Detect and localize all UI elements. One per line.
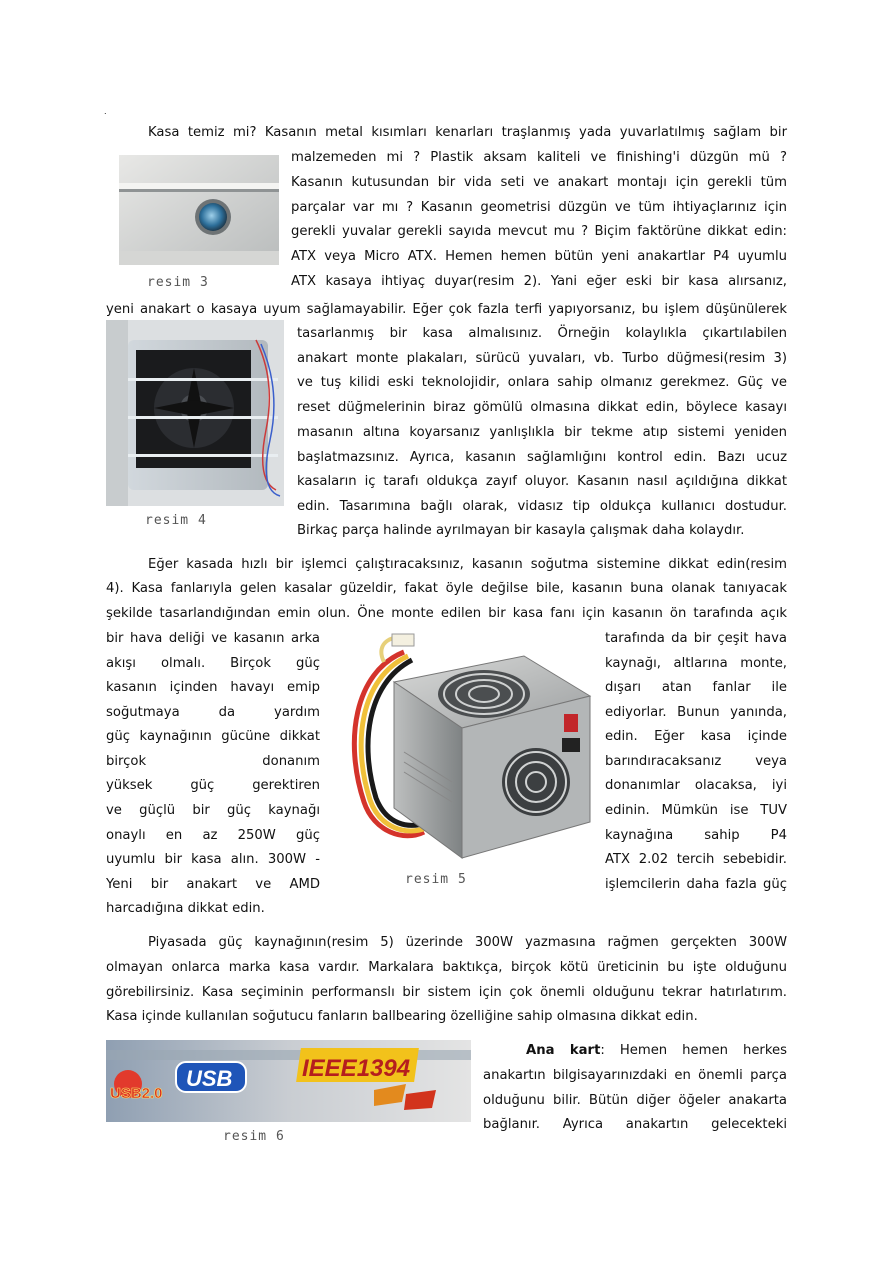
text-line: donanımlar olacaksa, iyi [605, 778, 787, 793]
text-line: yüksek güç gerektiren [106, 778, 320, 793]
text-line: bir hava deliği ve kasanın arka [106, 631, 320, 646]
text-line: birçok donanım [106, 754, 320, 769]
text-line-rest: : Hemen hemen herkes [600, 1043, 788, 1058]
text-line: 4). Kasa fanlarıyla gelen kasalar güzeldir, fakat öyle değilse bile, kasanın buna olanak tanıyacak [106, 581, 787, 596]
ieee-logo-text: IEEE1394 [302, 1055, 411, 1082]
caption-resim-6: resim 6 [223, 1129, 285, 1144]
text-line: Kasanın kutusundan bir vida seti ve anakart montajı için gerekli tüm [291, 175, 787, 190]
text-line: şekilde tasarlandığından emin olun. Öne monte edilen bir kasa fanı için kasanın ön tarafında açık [106, 606, 787, 621]
text-line: Kasa temiz mi? Kasanın metal kısımları kenarları traşlanmış yada yuvarlatılmış sağlam bir [148, 125, 787, 140]
text-line: ATX 2.02 tercih sebebidir. [605, 852, 787, 867]
section-heading-ana-kart: Ana kart [526, 1043, 601, 1058]
text-line: edin. Eğer kasa içinde [605, 729, 787, 744]
text-line: ATX veya Micro ATX. Hemen hemen bütün yeni anakartlar P4 uyumlu [291, 249, 787, 264]
figure-case-fan-photo [106, 320, 284, 506]
text-line: anakartın bilgisayarınızdaki en önemli parça [483, 1068, 787, 1083]
figure-power-supply-photo [334, 632, 592, 868]
caption-resim-5: resim 5 [405, 872, 467, 887]
text-line: malzemeden mi ? Plastik aksam kaliteli ve finishing'i düzgün mü ? [291, 150, 787, 165]
caption-resim-4: resim 4 [145, 513, 207, 528]
text-line: Piyasada güç kaynağının(resim 5) üzerinde 300W yazmasına rağmen gerçekten 300W [148, 935, 787, 950]
figure-turbo-button-photo [119, 155, 279, 265]
text-line: olduğunu bilir. Bütün diğer öğeler anakarta [483, 1093, 787, 1108]
text-line: kasanın içinden havayı emip [106, 680, 320, 695]
usb20-logo-text: USB2.0 [110, 1085, 163, 1102]
text-line: ediyorlar. Bunun yanında, [605, 705, 787, 720]
text-line: soğutmaya da yardım [106, 705, 320, 720]
usb-logo-text: USB [186, 1066, 233, 1091]
text-line: başlatmazsınız. Ayrıca, kasanın sağlamlığını kontrol edin. Bazı ucuz [297, 450, 787, 465]
figure-usb-ieee-logos [106, 1040, 471, 1122]
text-line: uyumlu bir kasa alın. 300W - [106, 852, 320, 867]
text-line: güç kaynağının gücüne dikkat [106, 729, 320, 744]
text-line: ve güçlü bir güç kaynağı [106, 803, 320, 818]
text-line: dışarı atan fanlar ile [605, 680, 787, 695]
text-line: Eğer kasada hızlı bir işlemci çalıştıracaksınız, kasanın soğutma sistemine dikkat edin(resim [148, 557, 787, 572]
text-line: ve tuş kilidi eski teknolojidir, onlara sahip olmanız gerekmez. Güç ve [297, 375, 787, 390]
text-line: Yeni bir anakart ve AMD [106, 877, 320, 892]
text-line: görebilirsiniz. Kasa seçiminin performanslı bir sistem için çok önemli olduğunu tekrar hatırlatırım. [106, 985, 787, 1000]
text-line: anakart monte plakaları, sürücü yuvaları, vb. Turbo düğmesi(resim 3) [297, 351, 787, 366]
text-line: harcadığına dikkat edin. [106, 901, 265, 916]
text-line: tarafında da bir çeşit hava [605, 631, 787, 646]
text-line: Birkaç parça halinde ayrılmayan bir kasayla çalışmak daha kolaydır. [297, 523, 745, 538]
caption-resim-3: resim 3 [147, 275, 209, 290]
text-line: masanın altına koyarsanız yanlışlıkla bir tekme atıp sistemi yeniden [297, 425, 787, 440]
text-line: tasarlanmış bir kasa almalısınız. Örneğin kolaylıkla çıkartılabilen [297, 326, 787, 341]
text-line: edin. Tasarımına bağlı olarak, vidasız tip oldukça kullanıcı dostudur. [297, 499, 787, 514]
text-line: kaynağı, altlarına monte, [605, 656, 787, 671]
text-line: kaynağına sahip P4 [605, 828, 787, 843]
text-line-heading [526, 1043, 787, 1059]
text-line: akışı olmalı. Birçok güç [106, 656, 320, 671]
text-line: yeni anakart o kasaya uyum sağlamayabilir. Eğer çok fazla terfi yapıyorsanız, bu işlem düşünülerek [106, 302, 787, 317]
text-line: Kasa içinde kullanılan soğutucu fanların ballbearing özelliğine sahip olmasına dikkat edin. [106, 1009, 698, 1024]
text-line: kasaların iç tarafı oldukça zayıf oluyor. Kasanın nasıl açıldığına dikkat [297, 474, 787, 489]
text-line: parçalar var mı ? Kasanın geometrisi düzgün ve tüm ihtiyaçlarınız için [291, 200, 787, 215]
text-line: olmayan onlarca marka kasa vardır. Markalara baktıkça, birçok kötü üreticinin bu işte olduğunu [106, 960, 787, 975]
text-line: edinin. Mümkün ise TUV [605, 803, 787, 818]
text-line: reset düğmelerinin biraz gömülü olmasına dikkat edin, böylece kasayı [297, 400, 787, 415]
text-line: işlemcilerin daha fazla güç [605, 877, 787, 892]
text-line: ATX kasaya ihtiyaç duyar(resim 2). Yani eğer eski bir kasa alırsanız, [291, 274, 787, 289]
text-line: onaylı en az 250W güç [106, 828, 320, 843]
text-line: gerekli yuvalar gerekli sayıda mevcut mu ? Biçim faktörüne dikkat edin: [291, 224, 787, 239]
page-dot: . [104, 107, 107, 116]
text-line: barındıracaksanız veya [605, 754, 787, 769]
text-line: bağlanır. Ayrıca anakartın gelecekteki [483, 1117, 787, 1132]
